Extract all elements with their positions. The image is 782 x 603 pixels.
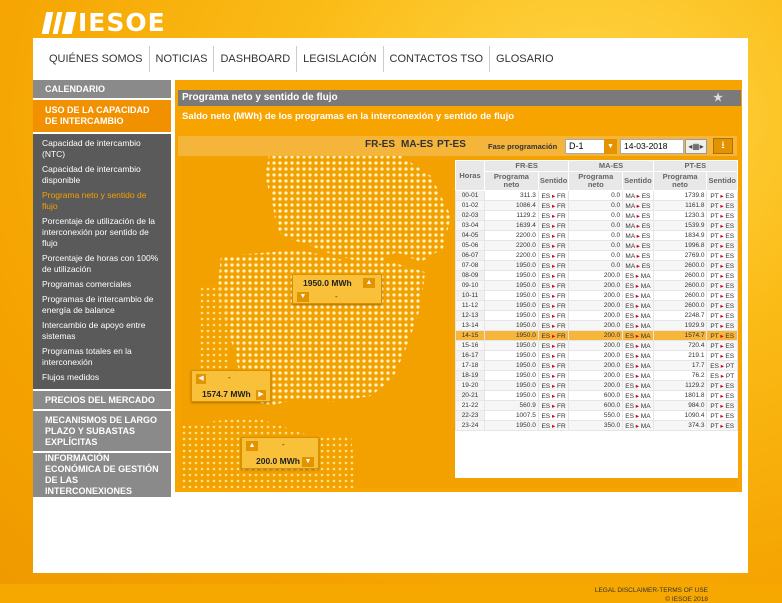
fr-es-value-cell: 1950.0 [485,361,539,371]
pt-es-value-cell: 17.7 [653,361,707,371]
hour-cell: 02-03 [456,211,485,221]
table-row [456,371,738,381]
col-programa-neto: Programa neto [569,172,623,191]
table-row [456,341,738,351]
pt-es-value-cell: 2248.7 [653,311,707,321]
table-row [456,261,738,271]
fr-es-value-cell: 1950.0 [485,311,539,321]
pt-es-value-cell: 1739.8 [653,191,707,201]
sidebar-item-porcentaje-utilizacion[interactable]: Porcentaje de utilización de la interconexión por sentido de flujo [42,216,155,248]
ma-es-value-cell: 0.0 [569,231,623,241]
table-row [456,421,738,431]
sidebar-uso-capacidad[interactable]: USO DE LA CAPACIDAD DE INTERCAMBIO [33,100,171,134]
ma-es-value-cell: 0.0 [569,201,623,211]
ma-es-value-cell: 0.0 [569,211,623,221]
pt-es-direction-cell: PT ▸ ES [707,221,738,231]
tab-pt-es[interactable]: PT-ES [437,139,466,150]
ma-es-direction-cell: ES ▸ MA [623,281,654,291]
hour-cell: 03-04 [456,221,485,231]
fr-es-direction-cell: ES ▸ FR [538,351,569,361]
pt-es-direction-cell: PT ▸ ES [707,291,738,301]
pt-es-value-cell: 1161.8 [653,201,707,211]
control-bar [178,136,737,156]
nav-legislacion[interactable]: LEGISLACIÓN [297,46,383,72]
fr-es-value-cell: 1950.0 [485,271,539,281]
pt-es-value-cell: 1834.9 [653,231,707,241]
fr-es-value-cell: 560.9 [485,401,539,411]
ma-es-direction-cell: ES ▸ MA [623,361,654,371]
ma-es-value-cell: 0.0 [569,241,623,251]
ma-es-direction-cell: MA ▸ ES [623,211,654,221]
favorite-star-icon[interactable]: ★ [713,92,723,104]
hour-cell: 18-19 [456,371,485,381]
ma-es-value-cell: 0.0 [569,261,623,271]
hour-cell: 12-13 [456,311,485,321]
ma-es-direction-cell: MA ▸ ES [623,261,654,271]
pt-es-value-cell: 2600.0 [653,271,707,281]
table-row [456,411,738,421]
hour-cell: 10-11 [456,291,485,301]
sidebar [33,80,171,499]
pt-es-value-cell: 1090.4 [653,411,707,421]
pt-es-direction-cell: PT ▸ ES [707,211,738,221]
fr-es-value-cell: 1129.2 [485,211,539,221]
col-programa-neto: Programa neto [485,172,539,191]
hour-cell: 19-20 [456,381,485,391]
fr-es-direction-cell: ES ▸ FR [538,251,569,261]
fr-es-reverse-value: - [335,292,338,301]
hour-cell: 07-08 [456,261,485,271]
section-title: Programa neto y sentido de flujo [182,92,338,103]
section-subtitle: Saldo neto (MWh) de los programas en la interconexión y sentido de flujo [182,111,515,122]
hour-cell: 13-14 [456,321,485,331]
table-row [456,221,738,231]
col-sentido: Sentido [707,172,738,191]
table-row [456,301,738,311]
hour-cell: 01-02 [456,201,485,211]
fr-es-direction-cell: ES ▸ FR [538,391,569,401]
pt-es-value-cell: 2600.0 [653,301,707,311]
fr-es-value-cell: 2200.0 [485,241,539,251]
pt-es-direction-cell: PT ▸ ES [707,261,738,271]
tab-ma-es[interactable]: MA-ES [401,139,434,150]
pt-es-direction-cell: PT ▸ ES [707,231,738,241]
pt-es-value-cell: 1129.2 [653,381,707,391]
table-row [456,381,738,391]
hour-cell: 23-24 [456,421,485,431]
logo[interactable] [44,8,166,37]
hour-cell: 22-23 [456,411,485,421]
pt-es-value-cell: 219.1 [653,351,707,361]
arrow-down-icon: ▼ [297,292,309,302]
pt-es-direction-cell: PT ▸ ES [707,251,738,261]
ma-es-value-cell: 200.0 [569,351,623,361]
pt-es-direction-cell: PT ▸ ES [707,311,738,321]
sidebar-item-porcentaje-horas[interactable]: Porcentaje de horas con 100% de utilización [42,253,159,274]
arrow-up-icon: ▲ [246,441,258,451]
arrow-left-icon: ◀ [196,374,206,384]
fr-es-value-cell: 2200.0 [485,251,539,261]
pt-es-value-cell: 1230.3 [653,211,707,221]
fr-es-direction-cell: ES ▸ FR [538,361,569,371]
pt-es-direction-cell: PT ▸ ES [707,301,738,311]
nav-noticias[interactable]: NOTICIAS [150,46,215,72]
section-title-bar [178,90,741,106]
sidebar-item-ntc[interactable]: Capacidad de intercambio (NTC) [42,138,141,159]
fr-es-direction-cell: ES ▸ FR [538,341,569,351]
fr-es-direction-cell: ES ▸ FR [538,331,569,341]
calendar-icon[interactable]: ◂▦▸ [685,139,707,154]
pt-es-value-cell: 1539.9 [653,221,707,231]
ma-es-value-cell: 200.0 [569,341,623,351]
pt-es-value-cell: 1929.9 [653,321,707,331]
col-sentido: Sentido [538,172,569,191]
pt-es-value-cell: 1574.7 [653,331,707,341]
fr-es-value-cell: 1007.5 [485,411,539,421]
ma-es-value-cell: 200.0 [569,381,623,391]
pt-es-value-cell: 720.4 [653,341,707,351]
ma-es-direction-cell: ES ▸ MA [623,411,654,421]
col-sentido: Sentido [623,172,654,191]
ma-es-direction-cell: MA ▸ ES [623,231,654,241]
ma-es-direction-cell: ES ▸ MA [623,351,654,361]
ma-es-value-cell: 200.0 [569,321,623,331]
fr-es-direction-cell: ES ▸ FR [538,411,569,421]
ma-es-value-cell: 600.0 [569,391,623,401]
nav-glosario[interactable]: GLOSARIO [496,53,554,65]
pt-es-value-cell: 2769.0 [653,251,707,261]
legal-disclaimer-link[interactable]: LEGAL DISCLAIMER-TERMS OF USE [594,587,708,594]
fr-es-value-cell: 1950.0 [485,351,539,361]
top-navigation [33,38,748,80]
pt-es-value-cell: 1801.8 [653,391,707,401]
table-body [456,191,738,431]
fr-es-direction-cell: ES ▸ FR [538,191,569,201]
ma-es-direction-cell: ES ▸ MA [623,321,654,331]
hour-cell: 04-05 [456,231,485,241]
pt-es-direction-cell: PT ▸ ES [707,321,738,331]
date-input[interactable]: 14-03-2018 [620,139,684,154]
ma-es-value-cell: 200.0 [569,311,623,321]
table-row [456,231,738,241]
ma-es-direction-cell: ES ▸ MA [623,421,654,431]
group-pt-es: PT-ES [653,161,737,172]
fr-es-value-cell: 1086.4 [485,201,539,211]
ma-es-value: 200.0 MWh [256,456,300,466]
table-row [456,271,738,281]
hour-cell: 16-17 [456,351,485,361]
table-row [456,311,738,321]
fr-es-direction-cell: ES ▸ FR [538,271,569,281]
ma-es-reverse-value: - [282,440,285,449]
sidebar-item-apoyo-sistemas[interactable]: Intercambio de apoyo entre sistemas [42,320,146,341]
pt-es-value-cell: 2600.0 [653,281,707,291]
data-table [455,160,738,478]
sidebar-mecanismos[interactable]: MECANISMOS DE LARGO PLAZO Y SUBASTAS EXPLÍCITAS [33,411,171,453]
ma-es-direction-cell: MA ▸ ES [623,191,654,201]
ma-es-value-cell: 200.0 [569,301,623,311]
pt-es-value-cell: 984.0 [653,401,707,411]
ma-es-value-cell: 200.0 [569,361,623,371]
col-horas: Horas [456,161,485,191]
table-row [456,201,738,211]
ma-es-direction-cell: ES ▸ MA [623,381,654,391]
ma-es-value-cell: 200.0 [569,331,623,341]
hour-cell: 09-10 [456,281,485,291]
map-box-fr-es [292,274,382,304]
pt-es-direction-cell: ES ▸ PT [707,371,738,381]
ma-es-direction-cell: ES ▸ MA [623,341,654,351]
table-row [456,321,738,331]
table-row [456,281,738,291]
download-button[interactable] [713,138,733,154]
ma-es-value-cell: 600.0 [569,401,623,411]
pt-es-direction-cell: PT ▸ ES [707,381,738,391]
ma-es-value-cell: 550.0 [569,411,623,421]
hour-cell: 21-22 [456,401,485,411]
group-fr-es: FR-ES [485,161,569,172]
ma-es-value-cell: 200.0 [569,291,623,301]
sidebar-informacion[interactable]: INFORMACIÓN ECONÓMICA DE GESTIÓN DE LAS INTERCONEXIONES [33,453,171,499]
pt-es-direction-cell: PT ▸ ES [707,271,738,281]
table-row [456,211,738,221]
pt-es-direction-cell: PT ▸ ES [707,411,738,421]
ma-es-direction-cell: ES ▸ MA [623,311,654,321]
pt-es-direction-cell: PT ▸ ES [707,201,738,211]
pt-es-reverse-value: - [228,373,231,382]
fr-es-direction-cell: ES ▸ FR [538,221,569,231]
hour-cell: 15-16 [456,341,485,351]
pt-es-direction-cell: PT ▸ ES [707,341,738,351]
ma-es-value-cell: 200.0 [569,371,623,381]
table-row [456,331,738,341]
table-row [456,391,738,401]
hour-cell: 00-01 [456,191,485,201]
ma-es-direction-cell: MA ▸ ES [623,251,654,261]
fase-programacion-label: Fase programación [488,142,558,151]
fr-es-direction-cell: ES ▸ FR [538,381,569,391]
arrow-right-icon: ▶ [256,390,266,400]
pt-es-direction-cell: PT ▸ ES [707,191,738,201]
fase-programacion-value: D-1 [569,141,584,151]
fr-es-direction-cell: ES ▸ FR [538,211,569,221]
nav-dashboard[interactable]: DASHBOARD [214,46,297,72]
pt-es-direction-cell: PT ▸ ES [707,241,738,251]
table-row [456,361,738,371]
ma-es-direction-cell: MA ▸ ES [623,221,654,231]
logo-text: IESOE [78,8,166,37]
fr-es-direction-cell: ES ▸ FR [538,231,569,241]
hour-cell: 20-21 [456,391,485,401]
col-programa-neto: Programa neto [653,172,707,191]
fr-es-value-cell: 1950.0 [485,421,539,431]
fr-es-direction-cell: ES ▸ FR [538,241,569,251]
fr-es-direction-cell: ES ▸ FR [538,401,569,411]
ma-es-direction-cell: ES ▸ MA [623,301,654,311]
ma-es-direction-cell: MA ▸ ES [623,201,654,211]
ma-es-direction-cell: ES ▸ MA [623,271,654,281]
ma-es-value-cell: 0.0 [569,221,623,231]
pt-es-direction-cell: PT ▸ ES [707,281,738,291]
hour-cell: 17-18 [456,361,485,371]
fr-es-value-cell: 1639.4 [485,221,539,231]
logo-icon [42,12,77,34]
ma-es-direction-cell: ES ▸ MA [623,291,654,301]
fr-es-value-cell: 311.3 [485,191,539,201]
pt-es-direction-cell: PT ▸ ES [707,421,738,431]
fr-es-direction-cell: ES ▸ FR [538,201,569,211]
sidebar-item-flujos-medidos[interactable]: Flujos medidos [42,372,100,382]
fr-es-value-cell: 1950.0 [485,291,539,301]
fr-es-direction-cell: ES ▸ FR [538,421,569,431]
sidebar-precios[interactable]: PRECIOS DEL MERCADO [33,391,171,411]
fr-es-value-cell: 1950.0 [485,391,539,401]
fr-es-value-cell: 1950.0 [485,301,539,311]
table-row [456,291,738,301]
table-row [456,241,738,251]
fr-es-value: 1950.0 MWh [303,278,352,288]
ma-es-value-cell: 0.0 [569,191,623,201]
pt-es-direction-cell: PT ▸ ES [707,391,738,401]
table-row [456,401,738,411]
fr-es-value-cell: 1950.0 [485,381,539,391]
fr-es-value-cell: 2200.0 [485,231,539,241]
pt-es-direction-cell: PT ▸ ES [707,351,738,361]
pt-es-direction-cell: PT ▸ ES [707,331,738,341]
ma-es-direction-cell: ES ▸ MA [623,371,654,381]
map-box-ma-es [241,437,319,469]
hour-cell: 11-12 [456,301,485,311]
fr-es-value-cell: 1950.0 [485,261,539,271]
map-box-pt-es [191,370,271,402]
sidebar-item-capacidad-disponible[interactable]: Capacidad de intercambio disponible [42,164,141,185]
ma-es-value-cell: 350.0 [569,421,623,431]
sidebar-calendario[interactable]: CALENDARIO [33,80,171,100]
sidebar-item-energia-balance[interactable]: Programas de intercambio de energía de balance [42,294,154,315]
fr-es-value-cell: 1950.0 [485,331,539,341]
fr-es-value-cell: 1950.0 [485,371,539,381]
ma-es-direction-cell: ES ▸ MA [623,331,654,341]
ma-es-value-cell: 200.0 [569,281,623,291]
ma-es-value-cell: 0.0 [569,251,623,261]
fr-es-direction-cell: ES ▸ FR [538,371,569,381]
ma-es-direction-cell: ES ▸ MA [623,391,654,401]
ma-es-direction-cell: ES ▸ MA [623,401,654,411]
table-row [456,251,738,261]
fr-es-value-cell: 1950.0 [485,341,539,351]
hour-cell: 08-09 [456,271,485,281]
fr-es-direction-cell: ES ▸ FR [538,321,569,331]
hour-cell: 14-15 [456,331,485,341]
tab-fr-es[interactable]: FR-ES [365,139,395,150]
download-icon: ⭳ [721,140,725,151]
table-row [456,351,738,361]
fr-es-value-cell: 1950.0 [485,321,539,331]
hour-cell: 05-06 [456,241,485,251]
nav-quienes-somos[interactable]: QUIÉNES SOMOS [43,46,150,72]
pt-es-value-cell: 1996.8 [653,241,707,251]
group-ma-es: MA-ES [569,161,653,172]
fr-es-value-cell: 1950.0 [485,281,539,291]
fr-es-direction-cell: ES ▸ FR [538,311,569,321]
sidebar-item-programas-totales[interactable]: Programas totales en la interconexión [42,346,132,367]
ma-es-direction-cell: MA ▸ ES [623,241,654,251]
arrow-up-icon: ▲ [363,278,375,288]
fr-es-direction-cell: ES ▸ FR [538,261,569,271]
sidebar-item-programas-comerciales[interactable]: Programas comerciales [42,279,132,289]
pt-es-value-cell: 2600.0 [653,291,707,301]
fr-es-direction-cell: ES ▸ FR [538,301,569,311]
hour-cell: 06-07 [456,251,485,261]
fase-programacion-select[interactable] [565,139,617,154]
chevron-down-icon: ▼ [604,139,617,154]
nav-contactos-tso[interactable]: CONTACTOS TSO [384,46,491,72]
table-row [456,191,738,201]
copyright: © IESOE 2018 [665,596,708,603]
sidebar-submenu [33,134,171,389]
pt-es-value: 1574.7 MWh [202,389,251,399]
pt-es-value-cell: 76.2 [653,371,707,381]
sidebar-item-programa-neto[interactable]: Programa neto y sentido de flujo [42,190,147,211]
pt-es-direction-cell: ES ▸ PT [707,361,738,371]
pt-es-value-cell: 2600.0 [653,261,707,271]
ma-es-value-cell: 200.0 [569,271,623,281]
fr-es-direction-cell: ES ▸ FR [538,281,569,291]
pt-es-value-cell: 374.3 [653,421,707,431]
arrow-down-icon: ▼ [302,457,314,467]
pt-es-direction-cell: PT ▸ ES [707,401,738,411]
fr-es-direction-cell: ES ▸ FR [538,291,569,301]
